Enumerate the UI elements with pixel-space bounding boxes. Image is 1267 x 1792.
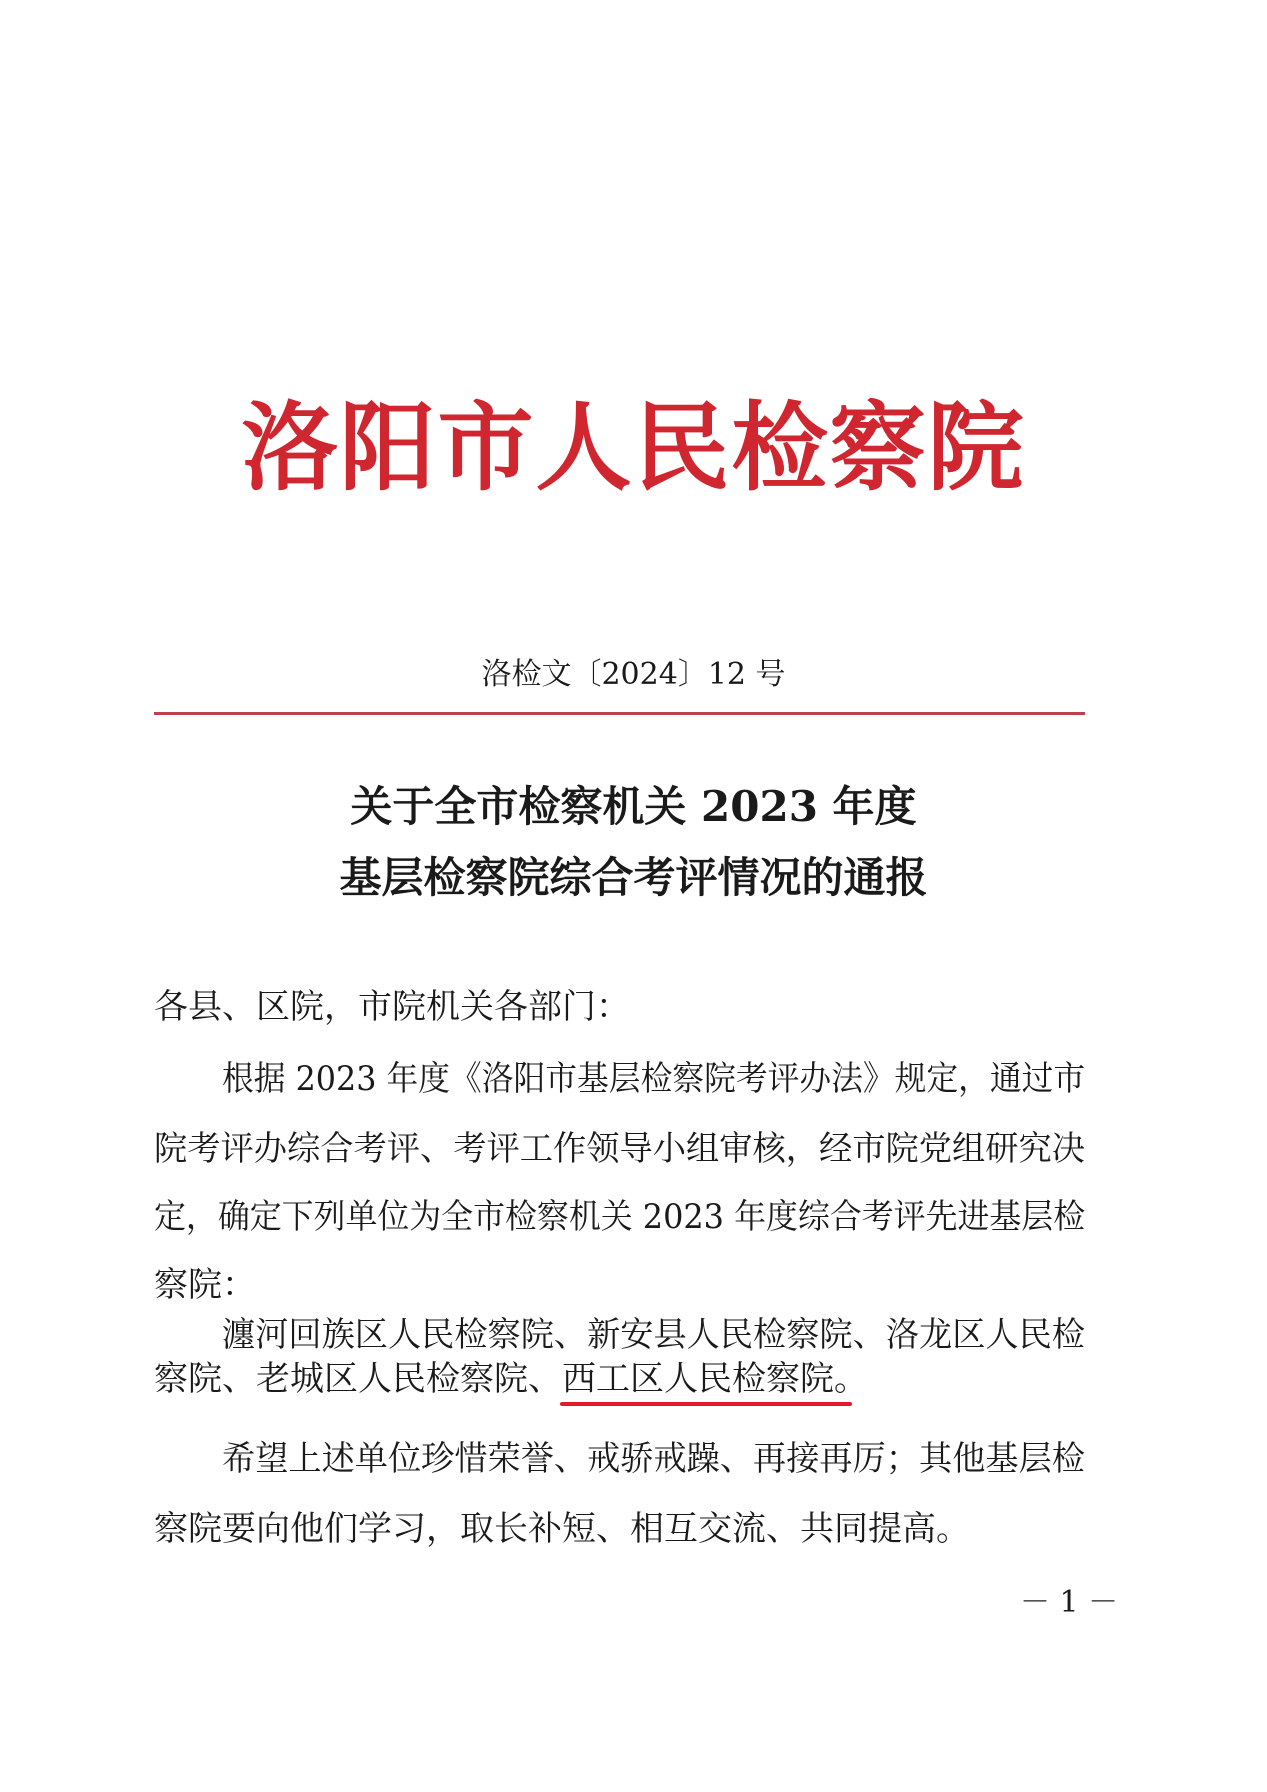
paragraph-3-line-1: 希望上述单位珍惜荣誉、戒骄戒躁、再接再厉；其他基层检: [222, 1439, 1085, 1479]
salutation: 各县、区院，市院机关各部门：: [154, 987, 630, 1027]
red-divider-rule: [154, 712, 1085, 715]
notice-title-line-2: 基层检察院综合考评情况的通报: [339, 853, 928, 902]
paragraph-1-line-1: 根据 2023 年度《洛阳市基层检察院考评办法》规定，通过市: [222, 1059, 1086, 1099]
paragraph-3-line-2: 察院要向他们学习，取长补短、相互交流、共同提高。: [154, 1509, 970, 1549]
paragraph-1-line-2: 院考评办综合考评、考评工作领导小组审核，经市院党组研究决: [154, 1129, 1085, 1169]
paragraph-1-line-4: 察院：: [154, 1265, 256, 1305]
red-underline-mark: [560, 1402, 852, 1406]
paragraph-2-line-2: 察院、老城区人民检察院、西工区人民检察院。: [154, 1359, 868, 1399]
page-number: － 1 －: [1020, 1585, 1119, 1620]
paragraph-2-line-1: 瀍河回族区人民检察院、新安县人民检察院、洛龙区人民检: [222, 1315, 1085, 1355]
notice-title-line-1: 关于全市检察机关 2023 年度: [350, 782, 917, 831]
letterhead-title: 洛阳市人民检察院: [241, 392, 1026, 504]
paragraph-1-line-3: 定，确定下列单位为全市检察机关 2023 年度综合考评先进基层检: [154, 1197, 1086, 1237]
document-number: 洛检文〔2024〕12 号: [481, 657, 786, 692]
